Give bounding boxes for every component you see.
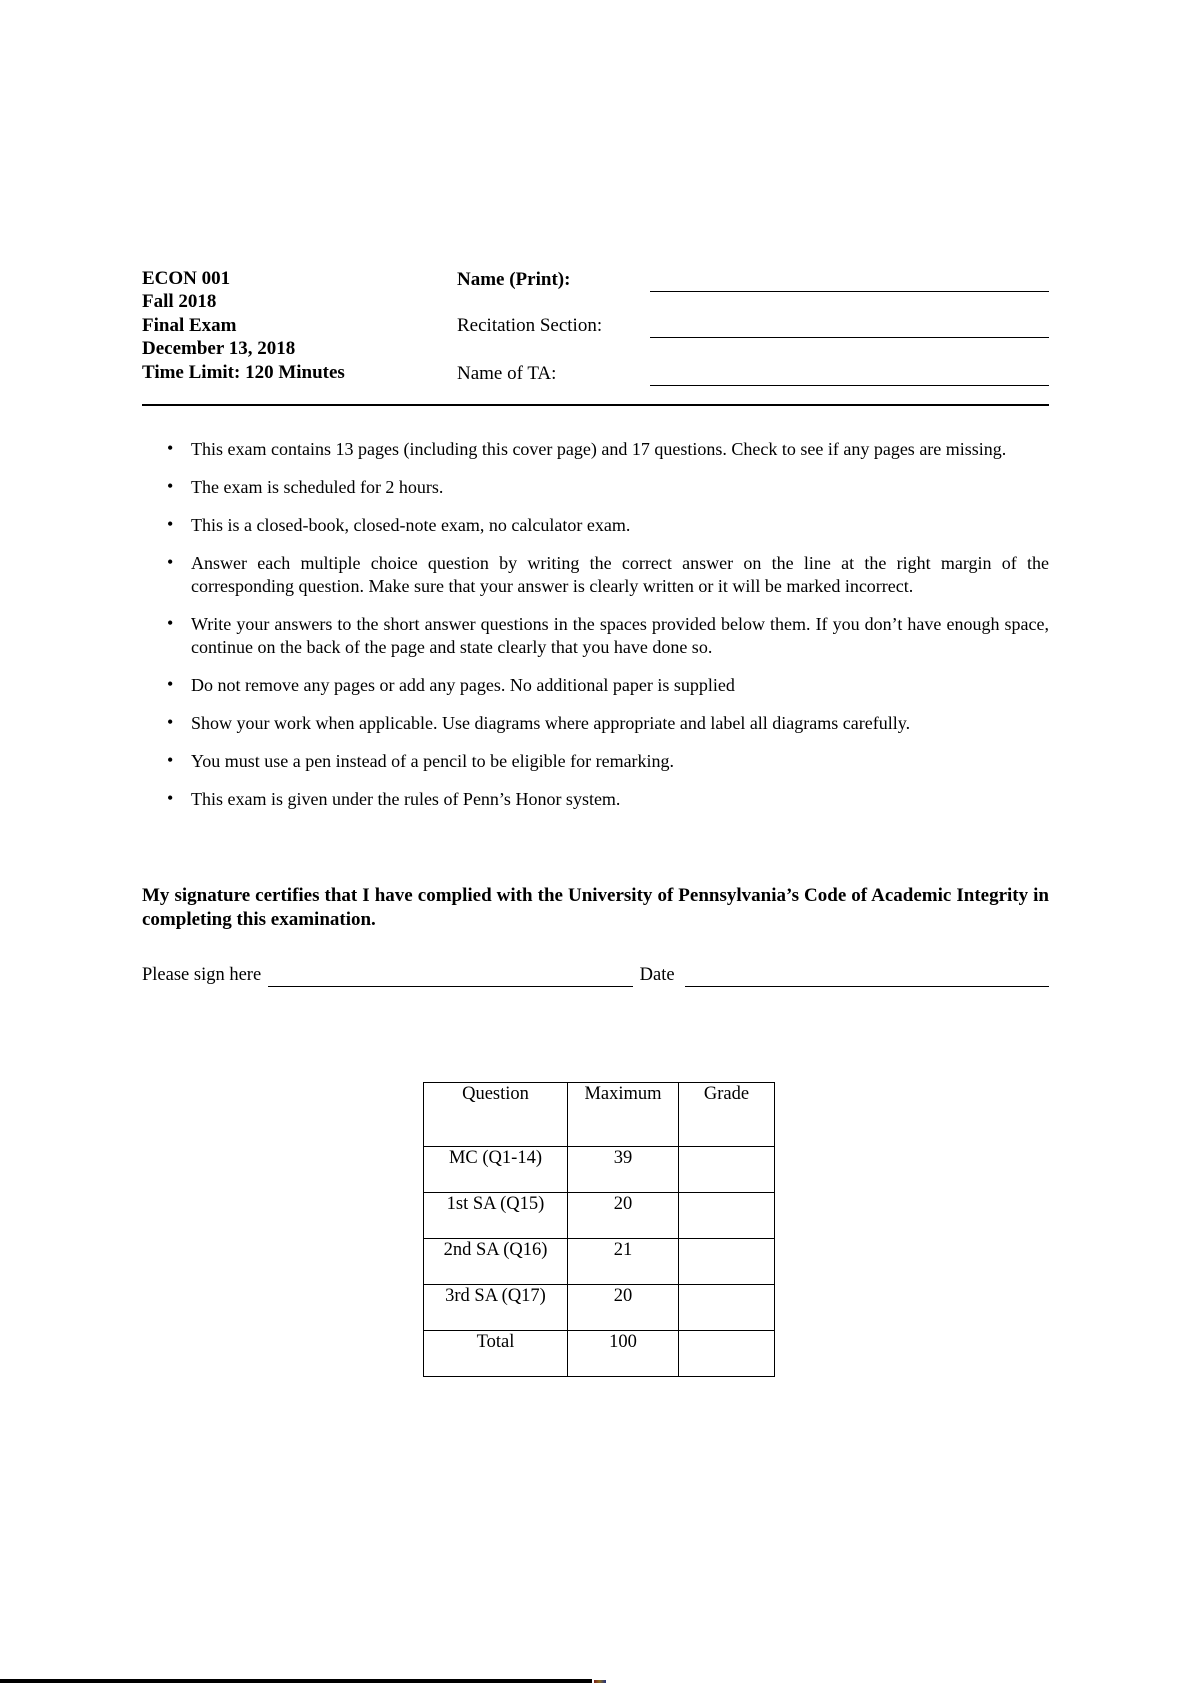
exam-info-block bbox=[142, 267, 345, 384]
bullet-icon: • bbox=[167, 711, 174, 732]
instruction-text: Answer each multiple choice question by writing the correct answer on the line at the right margin of the corresponding question. Make sure that your answer is clearly written or it will be marked incorrect. bbox=[191, 553, 1049, 596]
list-item bbox=[165, 750, 1049, 773]
integrity-statement: My signature certifies that I have complied with the University of Pennsylvania’s Code of Academic Integrity in completing this examination. bbox=[142, 885, 1049, 930]
bullet-icon: • bbox=[167, 514, 174, 535]
question-cell: Total bbox=[424, 1331, 568, 1377]
bullet-icon: • bbox=[167, 476, 174, 497]
question-cell: 3rd SA (Q17) bbox=[424, 1285, 568, 1331]
time-limit: Time Limit: 120 Minutes bbox=[142, 361, 345, 383]
table-row bbox=[424, 1285, 775, 1331]
table-row bbox=[424, 1239, 775, 1285]
list-item bbox=[165, 514, 1049, 537]
table-row bbox=[424, 1193, 775, 1239]
grade-cell bbox=[679, 1239, 775, 1285]
question-cell: MC (Q1-14) bbox=[424, 1147, 568, 1193]
maximum-cell: 21 bbox=[568, 1239, 679, 1285]
maximum-cell: 20 bbox=[568, 1193, 679, 1239]
instruction-text: The exam is scheduled for 2 hours. bbox=[191, 477, 444, 498]
instructions-list bbox=[165, 438, 1049, 826]
ta-blank-line bbox=[650, 363, 1049, 386]
column-header-maximum: Maximum bbox=[568, 1083, 679, 1147]
grade-table bbox=[423, 1082, 775, 1377]
instruction-text: This is a closed-book, closed-note exam, no calculator exam. bbox=[191, 515, 631, 536]
list-item bbox=[165, 712, 1049, 735]
grade-cell bbox=[679, 1285, 775, 1331]
bullet-icon: • bbox=[167, 787, 174, 808]
bullet-icon: • bbox=[167, 612, 174, 633]
date-blank-line bbox=[685, 965, 1049, 987]
list-item bbox=[165, 674, 1049, 697]
header-divider-rule bbox=[142, 404, 1049, 406]
recitation-label: Recitation Section: bbox=[457, 315, 603, 336]
column-header-grade: Grade bbox=[679, 1083, 775, 1147]
maximum-cell: 20 bbox=[568, 1285, 679, 1331]
recitation-field-row bbox=[457, 312, 1049, 338]
grade-table-header-row bbox=[424, 1083, 775, 1147]
question-cell: 1st SA (Q15) bbox=[424, 1193, 568, 1239]
maximum-cell: 100 bbox=[568, 1331, 679, 1377]
table-row bbox=[424, 1331, 775, 1377]
column-header-question: Question bbox=[424, 1083, 568, 1147]
instruction-text: This exam contains 13 pages (including this cover page) and 17 questions. Check to see if any pages are missing. bbox=[191, 439, 1007, 459]
exam-title: Final Exam bbox=[142, 314, 237, 336]
instruction-text: Write your answers to the short answer questions in the spaces provided below them. If you don’t have enough space, continue on the back of the page and state clearly that you have done so. bbox=[191, 613, 1049, 657]
sign-here-label: Please sign here bbox=[142, 965, 262, 985]
term: Fall 2018 bbox=[142, 291, 217, 313]
page-bottom-rule bbox=[0, 1679, 592, 1683]
list-item bbox=[165, 438, 1049, 461]
page-footer-artifact bbox=[594, 1680, 606, 1683]
signature-row bbox=[142, 963, 1049, 987]
ta-field-row bbox=[457, 360, 1049, 386]
name-label: Name (Print): bbox=[457, 269, 571, 290]
list-item bbox=[165, 613, 1049, 658]
ta-label: Name of TA: bbox=[457, 363, 557, 384]
signature-blank-line bbox=[268, 965, 632, 987]
bullet-icon: • bbox=[167, 552, 174, 573]
maximum-cell: 39 bbox=[568, 1147, 679, 1193]
exam-date: December 13, 2018 bbox=[142, 338, 296, 360]
instruction-text: Show your work when applicable. Use diagrams where appropriate and label all diagrams carefully. bbox=[191, 712, 911, 733]
grade-cell bbox=[679, 1331, 775, 1377]
list-item bbox=[165, 552, 1049, 597]
grade-cell bbox=[679, 1193, 775, 1239]
question-cell: 2nd SA (Q16) bbox=[424, 1239, 568, 1285]
instruction-text: This exam is given under the rules of Penn’s Honor system. bbox=[191, 788, 621, 809]
course-code: ECON 001 bbox=[142, 268, 231, 289]
recitation-blank-line bbox=[650, 315, 1049, 338]
name-field-row bbox=[457, 266, 1049, 292]
bullet-icon: • bbox=[167, 438, 174, 458]
table-row bbox=[424, 1147, 775, 1193]
bullet-icon: • bbox=[167, 673, 174, 694]
grade-cell bbox=[679, 1147, 775, 1193]
name-blank-line bbox=[650, 269, 1049, 292]
date-label: Date bbox=[639, 965, 675, 985]
instruction-text: Do not remove any pages or add any pages. No additional paper is supplied bbox=[191, 674, 735, 695]
bullet-icon: • bbox=[167, 749, 174, 770]
instruction-text: You must use a pen instead of a pencil to be eligible for remarking. bbox=[191, 750, 675, 771]
list-item bbox=[165, 476, 1049, 499]
list-item bbox=[165, 788, 1049, 811]
